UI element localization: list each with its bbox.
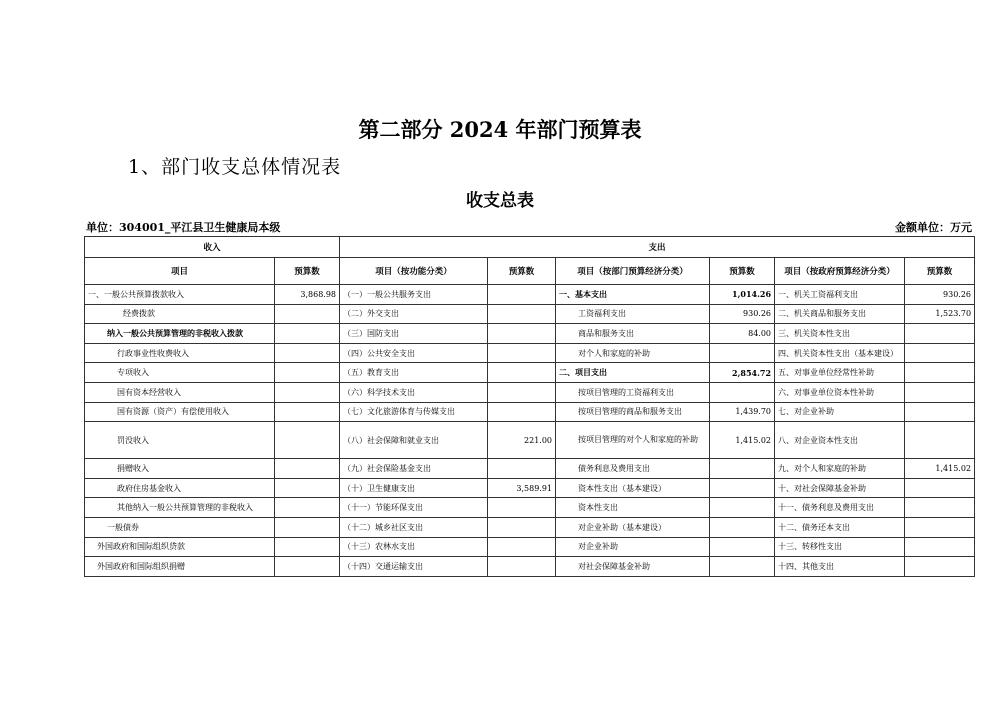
table-row: [85, 304, 975, 324]
gov-econ-item: 十三、转移性支出: [775, 537, 905, 557]
gov-econ-amount: [905, 517, 975, 537]
income-amount: [275, 537, 340, 557]
income-amount: [275, 459, 340, 479]
dept-econ-amount: [710, 517, 775, 537]
function-amount: [488, 363, 556, 383]
dept-econ-amount: [710, 537, 775, 557]
table-row: [85, 422, 975, 459]
dept-econ-amount: 1,439.70: [710, 402, 775, 422]
income-amount: [275, 363, 340, 383]
dept-econ-item: 资本性支出: [556, 498, 710, 518]
income-amount: [275, 557, 340, 577]
gov-econ-item: 九、对个人和家庭的补助: [775, 459, 905, 479]
income-item: 捐赠收入: [85, 459, 275, 479]
income-item: 罚没收入: [85, 422, 275, 459]
gov-econ-amount: [905, 478, 975, 498]
table-row: [85, 382, 975, 402]
function-item: （二）外交支出: [340, 304, 488, 324]
function-item: （十三）农林水支出: [340, 537, 488, 557]
table-row: [85, 459, 975, 479]
income-item: 经费拨款: [85, 304, 275, 324]
function-item: （十四）交通运输支出: [340, 557, 488, 577]
gov-econ-item: 四、机关资本性支出（基本建设）: [775, 343, 905, 363]
gov-econ-item: 十、对社会保障基金补助: [775, 478, 905, 498]
unit-label: 单位：304001_平江县卫生健康局本级: [86, 221, 281, 234]
table-row: [85, 363, 975, 383]
function-amount: [488, 324, 556, 344]
income-group-header: 收入: [85, 237, 340, 258]
function-amount: [488, 537, 556, 557]
income-item: 政府住房基金收入: [85, 478, 275, 498]
amount-unit-label: 金额单位：万元: [895, 221, 972, 234]
table-title: 收支总表: [466, 191, 534, 211]
function-item: （八）社会保障和就业支出: [340, 422, 488, 459]
col-header-income-item: 项目: [85, 258, 275, 285]
dept-econ-item: 按项目管理的对个人和家庭的补助: [556, 422, 710, 459]
function-amount: [488, 557, 556, 577]
dept-econ-item: 对社会保障基金补助: [556, 557, 710, 577]
function-item: （四）公共安全支出: [340, 343, 488, 363]
gov-econ-amount: [905, 343, 975, 363]
income-amount: [275, 422, 340, 459]
gov-econ-amount: [905, 498, 975, 518]
dept-econ-amount: 1,415.02: [710, 422, 775, 459]
function-amount: 221.00: [488, 422, 556, 459]
gov-econ-item: 一、机关工资福利支出: [775, 285, 905, 305]
function-amount: [488, 382, 556, 402]
dept-econ-amount: [710, 343, 775, 363]
function-item: （一）一般公共服务支出: [340, 285, 488, 305]
gov-econ-item: 十二、债务还本支出: [775, 517, 905, 537]
function-amount: [488, 285, 556, 305]
dept-econ-amount: 2,854.72: [710, 363, 775, 383]
function-item: （三）国防支出: [340, 324, 488, 344]
table-row: [85, 324, 975, 344]
col-header-gov-econ-item: 项目（按政府预算经济分类）: [775, 258, 905, 285]
dept-econ-amount: [710, 478, 775, 498]
table-row: [85, 557, 975, 577]
income-amount: 3,868.98: [275, 285, 340, 305]
income-item: 其他纳入一般公共预算管理的非税收入: [85, 498, 275, 518]
function-amount: [488, 343, 556, 363]
gov-econ-amount: 1,523.70: [905, 304, 975, 324]
gov-econ-item: 十四、其他支出: [775, 557, 905, 577]
dept-econ-amount: 1,014.26: [710, 285, 775, 305]
function-amount: [488, 304, 556, 324]
function-amount: [488, 517, 556, 537]
dept-econ-item: 按项目管理的商品和服务支出: [556, 402, 710, 422]
income-item: 专项收入: [85, 363, 275, 383]
function-item: （七）文化旅游体育与传媒支出: [340, 402, 488, 422]
function-amount: [488, 459, 556, 479]
function-item: （十）卫生健康支出: [340, 478, 488, 498]
dept-econ-item: 按项目管理的工资福利支出: [556, 382, 710, 402]
dept-econ-item: 工资福利支出: [556, 304, 710, 324]
table-row: [85, 478, 975, 498]
dept-econ-item: 商品和服务支出: [556, 324, 710, 344]
income-amount: [275, 402, 340, 422]
gov-econ-amount: 930.26: [905, 285, 975, 305]
gov-econ-amount: [905, 382, 975, 402]
gov-econ-amount: 1,415.02: [905, 459, 975, 479]
income-item: 一、一般公共预算拨款收入: [85, 285, 275, 305]
gov-econ-amount: [905, 363, 975, 383]
page-title: 第二部分 2024 年部门预算表: [358, 117, 642, 142]
income-item: 外国政府和国际组织贷款: [85, 537, 275, 557]
gov-econ-amount: [905, 402, 975, 422]
budget-summary-table: [84, 236, 975, 577]
col-header-function-item: 项目（按功能分类）: [340, 258, 488, 285]
income-item: 国有资源（资产）有偿使用收入: [85, 402, 275, 422]
gov-econ-item: 六、对事业单位资本性补助: [775, 382, 905, 402]
dept-econ-amount: [710, 498, 775, 518]
function-item: （五）教育支出: [340, 363, 488, 383]
col-header-gov-econ-amount: 预算数: [905, 258, 975, 285]
gov-econ-item: 十一、债务利息及费用支出: [775, 498, 905, 518]
income-amount: [275, 382, 340, 402]
dept-econ-amount: [710, 382, 775, 402]
dept-econ-item: 对个人和家庭的补助: [556, 343, 710, 363]
table-row: [85, 343, 975, 363]
dept-econ-item: 对企业补助: [556, 537, 710, 557]
income-amount: [275, 498, 340, 518]
function-amount: [488, 402, 556, 422]
income-item: 行政事业性收费收入: [85, 343, 275, 363]
gov-econ-item: 七、对企业补助: [775, 402, 905, 422]
dept-econ-amount: 930.26: [710, 304, 775, 324]
dept-econ-amount: [710, 459, 775, 479]
function-item: （九）社会保险基金支出: [340, 459, 488, 479]
gov-econ-amount: [905, 537, 975, 557]
gov-econ-item: 八、对企业资本性支出: [775, 422, 905, 459]
income-amount: [275, 304, 340, 324]
gov-econ-amount: [905, 422, 975, 459]
income-item: 纳入一般公共预算管理的非税收入拨款: [85, 324, 275, 344]
col-header-income-amount: 预算数: [275, 258, 340, 285]
dept-econ-item: 一、基本支出: [556, 285, 710, 305]
col-header-dept-econ-amount: 预算数: [710, 258, 775, 285]
dept-econ-item: 二、项目支出: [556, 363, 710, 383]
col-header-dept-econ-item: 项目（按部门预算经济分类）: [556, 258, 710, 285]
function-amount: 3,589.91: [488, 478, 556, 498]
gov-econ-amount: [905, 324, 975, 344]
income-item: 国有资本经营收入: [85, 382, 275, 402]
dept-econ-item: 对企业补助（基本建设）: [556, 517, 710, 537]
col-header-function-amount: 预算数: [488, 258, 556, 285]
gov-econ-item: 五、对事业单位经常性补助: [775, 363, 905, 383]
dept-econ-item: 债务利息及费用支出: [556, 459, 710, 479]
dept-econ-item: 资本性支出（基本建设）: [556, 478, 710, 498]
function-item: （六）科学技术支出: [340, 382, 488, 402]
income-item: 外国政府和国际组织捐赠: [85, 557, 275, 577]
function-item: （十二）城乡社区支出: [340, 517, 488, 537]
table-row: [85, 402, 975, 422]
table-row: [85, 517, 975, 537]
gov-econ-item: 三、机关资本性支出: [775, 324, 905, 344]
table-row: [85, 537, 975, 557]
function-item: （十一）节能环保支出: [340, 498, 488, 518]
expense-group-header: 支出: [340, 237, 975, 258]
income-amount: [275, 343, 340, 363]
gov-econ-amount: [905, 557, 975, 577]
dept-econ-amount: 84.00: [710, 324, 775, 344]
table-row: [85, 285, 975, 305]
income-item: 一般债券: [85, 517, 275, 537]
income-amount: [275, 517, 340, 537]
dept-econ-amount: [710, 557, 775, 577]
section-subtitle: 1、部门收支总体情况表: [128, 156, 342, 178]
table-row: [85, 498, 975, 518]
gov-econ-item: 二、机关商品和服务支出: [775, 304, 905, 324]
function-amount: [488, 498, 556, 518]
income-amount: [275, 478, 340, 498]
income-amount: [275, 324, 340, 344]
